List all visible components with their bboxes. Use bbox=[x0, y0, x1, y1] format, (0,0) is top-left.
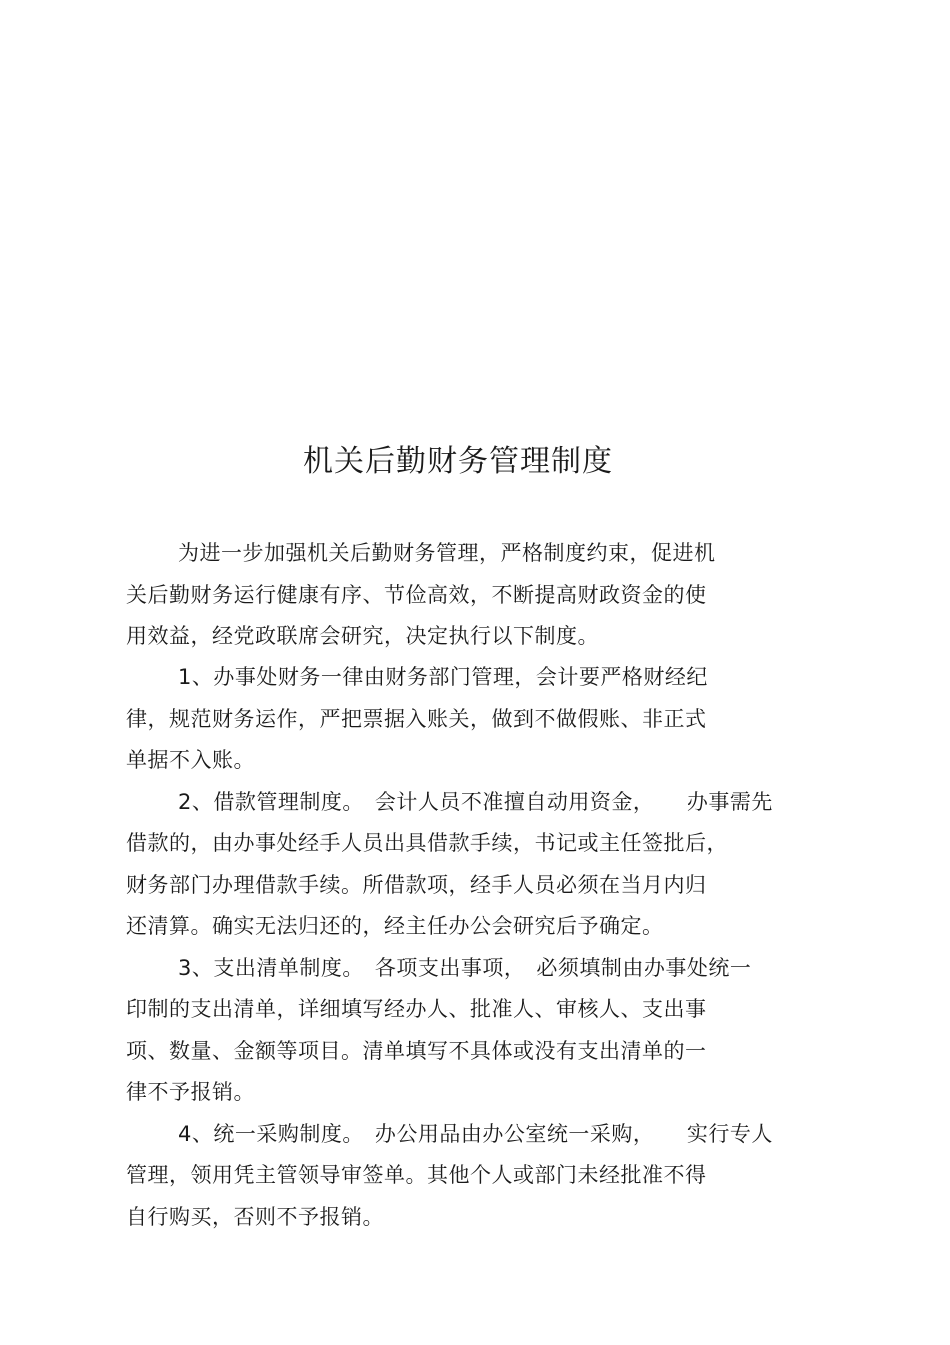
body-line: 用效益，经党政联席会研究，决定执行以下制度。 bbox=[126, 624, 599, 648]
body-line: 自行购买，否则不予报销。 bbox=[126, 1205, 384, 1229]
document-title: 机关后勤财务管理制度 bbox=[303, 444, 613, 479]
body-line: 管理，领用凭主管领导审签单。其他个人或部门未经批准不得 bbox=[126, 1163, 707, 1187]
body-line: 关后勤财务运行健康有序、节俭高效，不断提高财政资金的使 bbox=[126, 583, 707, 607]
body-line: 4、统一采购制度。 办公用品由办公室统一采购， 实行专人 bbox=[178, 1122, 773, 1146]
body-line: 1、办事处财务一律由财务部门管理，会计要严格财经纪 bbox=[178, 665, 708, 689]
body-line: 律不予报销。 bbox=[126, 1080, 255, 1104]
body-line: 借款的，由办事处经手人员出具借款手续，书记或主任签批后， bbox=[126, 831, 728, 855]
body-line: 财务部门办理借款手续。所借款项，经手人员必须在当月内归 bbox=[126, 873, 707, 897]
body-line: 3、支出清单制度。 各项支出事项， 必须填制由办事处统一 bbox=[178, 956, 752, 980]
body-line: 印制的支出清单，详细填写经办人、批准人、审核人、支出事 bbox=[126, 997, 707, 1021]
body-line: 为进一步加强机关后勤财务管理，严格制度约束，促进机 bbox=[178, 541, 716, 565]
body-line: 2、借款管理制度。 会计人员不准擅自动用资金， 办事需先 bbox=[178, 790, 773, 814]
body-line: 还清算。确实无法归还的，经主任办公会研究后予确定。 bbox=[126, 914, 664, 938]
body-line: 律，规范财务运作，严把票据入账关，做到不做假账、非正式 bbox=[126, 707, 707, 731]
body-line: 单据不入账。 bbox=[126, 748, 255, 772]
body-line: 项、数量、金额等项目。清单填写不具体或没有支出清单的一 bbox=[126, 1039, 707, 1063]
